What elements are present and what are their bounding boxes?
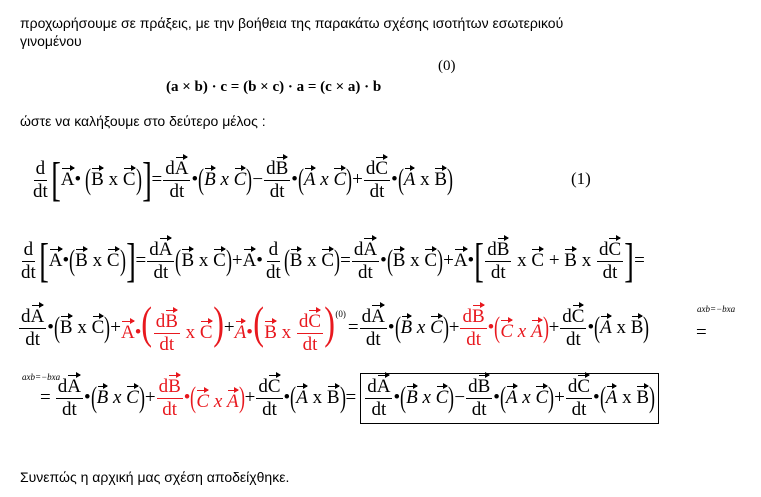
identity-formula: (a × b) · c = (b × c) · a = (c × a) · b	[166, 79, 382, 95]
intro-line-1: προχωρήσουμε σε πράξεις, με την βοήθεια της παρακάτω σχέσης ισοτήτων εσωτερικού	[20, 15, 564, 31]
eq0-label: (0)	[438, 58, 456, 74]
derivation-line-3: = $\frac{dA}{dt}$ • ( B x C ) + $\frac{dB}{dt}$ • (C x A) + $\frac{dC}{dt}$ • ( A x B ) = $\frac{dA}{dt}$ • ( B x C ) − $\frac{dB}{dt}$ • ( A x C ) + $\frac{dC}{dt}$ • ( A x B )	[40, 370, 659, 426]
derivation-line-2: $\frac{dA}{dt}$ • ( B x C ) + A•( $\frac{dB}{dt}$ x C) + A•(B x $\frac{dC}{dt}$ ) (0) = $\frac{dA}{dt}$ • ( B x C ) + $\frac{dB}{dt}$ • (C x A) + $\frac{dC}{dt}$ • ( A x B )	[21, 296, 650, 356]
sup-zero: (0)	[335, 309, 346, 319]
eq-sign-axb-1: =	[696, 322, 707, 343]
intro-line-2: γινομένου	[20, 33, 82, 49]
equation-1: $\frac{d}{dt}$ [ A • ( B x C ) ] = $\frac{dA}{dt}$ • ( B x C ) − $\frac{dB}{dt}$ • ( A x C ) + $\frac{dC}{dt}$ • ( A x B )	[33, 153, 454, 206]
boxed-result: $\frac{dA}{dt}$ • ( B x C ) − $\frac{dB}{dt}$ • ( A x C ) + $\frac{dC}{dt}$ • ( A x B )	[360, 373, 659, 424]
sup-axb-2: axb=−bxa	[22, 372, 61, 382]
sup-axb-1: axb=−bxa	[697, 304, 736, 314]
d-dt-fraction: $\frac{d}{dt}$	[33, 157, 48, 202]
eq1-label: (1)	[571, 169, 591, 188]
derivation-line-1: $\frac{d}{dt}$ [ A • ( B x C ) ] = $\frac{dA}{dt}$ ( B x C ) + A • $\frac{d}{dt}$ ( B x C ) = $\frac{dA}{dt}$ • ( B x C ) + A • [ $\frac{dB}{dt}$ x C + B x $\frac{dC}{dt}$ ] =	[21, 234, 645, 287]
reach-second-text: ώστε να καλήξουμε στο δεύτερο μέλος :	[20, 113, 266, 129]
conclusion-text: Συνεπώς η αρχική μας σχέση αποδείχθηκε.	[20, 469, 290, 485]
